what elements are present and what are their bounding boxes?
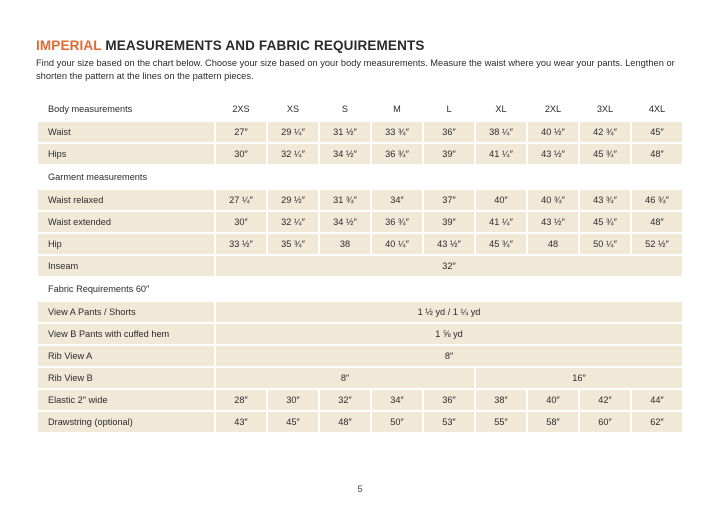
table-cell: 46 ¾″: [632, 190, 682, 210]
table-cell: 48″: [632, 212, 682, 232]
table-cell-merged: 8″: [216, 368, 474, 388]
table-cell: 27″: [216, 122, 266, 142]
section-caption-row: [38, 278, 682, 300]
column-header-xs: XS: [286, 103, 300, 114]
table-cell: 45″: [632, 122, 682, 142]
table-cell: 45 ¾″: [580, 144, 630, 164]
table-cell-merged: 8″: [216, 346, 682, 366]
page-number: 5: [357, 484, 363, 495]
row-label: View A Pants / Shorts: [38, 302, 214, 322]
table-cell-merged: 1 ⅝ yd: [216, 324, 682, 344]
table-cell: 58″: [528, 412, 578, 432]
row-label: Waist relaxed: [38, 190, 214, 210]
table-row: [38, 234, 682, 254]
table-cell: 27 ¼″: [216, 190, 266, 210]
table-cell: 38: [320, 234, 370, 254]
table-cell: 48: [528, 234, 578, 254]
table-cell: 40″: [476, 190, 526, 210]
table-cell: 31 ½″: [320, 122, 370, 142]
table-cell: 60″: [580, 412, 630, 432]
table-cell: 40″: [528, 390, 578, 410]
table-cell: 43 ¾″: [580, 190, 630, 210]
column-header-l: L: [446, 103, 452, 114]
table-cell: 50″: [372, 412, 422, 432]
table-row: [38, 346, 682, 366]
row-label: Rib View A: [38, 346, 214, 366]
table-cell: 29 ¼″: [268, 122, 318, 142]
intro-paragraph: Find your size based on the chart below. Choose your size based on your body measurements. Measure the waist where you wear your pants. Lengthen or shorten the pattern at the lines on the pattern pieces.: [36, 58, 675, 82]
table-cell: 44″: [632, 390, 682, 410]
table-row: [38, 256, 682, 276]
column-header-m: M: [393, 103, 401, 114]
table-cell: 34 ½″: [320, 144, 370, 164]
table-cell: 32″: [320, 390, 370, 410]
table-cell-merged: 32″: [216, 256, 682, 276]
column-header-xl: XL: [495, 103, 507, 114]
section-caption: Garment measurements: [48, 171, 148, 182]
section-caption: Fabric Requirements 60″: [48, 283, 150, 294]
table-cell: 41 ¼″: [476, 144, 526, 164]
table-cell: 36″: [424, 390, 474, 410]
table-cell: 34″: [372, 190, 422, 210]
column-header-s: S: [341, 103, 349, 114]
row-label: Waist extended: [38, 212, 214, 232]
table-cell: 35 ¾″: [268, 234, 318, 254]
table-cell: 37″: [424, 190, 474, 210]
table-cell: 30″: [268, 390, 318, 410]
table-cell: 33 ½″: [216, 234, 266, 254]
section-caption: Body measurements: [48, 103, 133, 114]
table-cell: 33 ¾″: [372, 122, 422, 142]
table-cell: 43″: [216, 412, 266, 432]
row-label: Inseam: [38, 256, 214, 276]
table-cell: 50 ¼″: [580, 234, 630, 254]
table-cell: 52 ½″: [632, 234, 682, 254]
table-cell: 45 ¾″: [580, 212, 630, 232]
table-cell: 45″: [268, 412, 318, 432]
row-label: Hip: [38, 234, 214, 254]
row-label: Elastic 2″ wide: [38, 390, 214, 410]
table-cell: 40 ¼″: [372, 234, 422, 254]
row-label: Hips: [38, 144, 214, 164]
table-cell: 62″: [632, 412, 682, 432]
table-cell: 38″: [476, 390, 526, 410]
table-cell: 42 ¾″: [580, 122, 630, 142]
page-title: [36, 38, 684, 53]
column-header-4xl: 4XL: [648, 103, 666, 114]
table-cell: 45 ¾″: [476, 234, 526, 254]
section-caption-row: [38, 166, 682, 188]
table-header-row: [38, 100, 682, 120]
table-cell: 30″: [216, 144, 266, 164]
table-row: [38, 122, 682, 142]
table-cell: 38 ¼″: [476, 122, 526, 142]
table-cell: 39″: [424, 212, 474, 232]
row-label: Drawstring (optional): [38, 412, 214, 432]
column-header-2xl: 2XL: [544, 103, 562, 114]
table-cell: 43 ½″: [528, 144, 578, 164]
table-cell: 41 ¼″: [476, 212, 526, 232]
table-cell: 40 ¾″: [528, 190, 578, 210]
table-cell: 32 ¼″: [268, 212, 318, 232]
table-cell: 32 ¼″: [268, 144, 318, 164]
table-cell: 28″: [216, 390, 266, 410]
table-cell: 29 ½″: [268, 190, 318, 210]
table-row: [38, 190, 682, 210]
table-cell: 53″: [424, 412, 474, 432]
table-cell: 34 ½″: [320, 212, 370, 232]
table-cell: 39″: [424, 144, 474, 164]
table-cell-merged: 1 ½ yd / 1 ¼ yd: [216, 302, 682, 322]
column-header-3xl: 3XL: [596, 103, 614, 114]
table-cell: 40 ½″: [528, 122, 578, 142]
table-cell: 55″: [476, 412, 526, 432]
table-cell: 48″: [320, 412, 370, 432]
table-cell: 43 ½″: [424, 234, 474, 254]
table-cell: 36 ¾″: [372, 212, 422, 232]
table-row: [38, 212, 682, 232]
table-row: [38, 390, 682, 410]
table-row: [38, 368, 682, 388]
table-cell: 30″: [216, 212, 266, 232]
table-cell: 36″: [424, 122, 474, 142]
table-cell-merged: 16″: [476, 368, 682, 388]
table-cell: 42″: [580, 390, 630, 410]
table-cell: 43 ½″: [528, 212, 578, 232]
table-cell: 48″: [632, 144, 682, 164]
table-cell: 31 ¾″: [320, 190, 370, 210]
table-row: [38, 412, 682, 432]
size-chart-table: [36, 98, 684, 434]
table-cell: 36 ¾″: [372, 144, 422, 164]
table-row: [38, 144, 682, 164]
row-label: Rib View B: [38, 368, 214, 388]
row-label: Waist: [38, 122, 214, 142]
page-title-accent: IMPERIAL: [36, 38, 102, 53]
row-label: View B Pants with cuffed hem: [38, 324, 214, 344]
column-header-2xs: 2XS: [232, 103, 250, 114]
table-cell: 34″: [372, 390, 422, 410]
table-row: [38, 324, 682, 344]
page-title-rest: MEASUREMENTS AND FABRIC REQUIREMENTS: [105, 38, 425, 53]
table-row: [38, 302, 682, 322]
